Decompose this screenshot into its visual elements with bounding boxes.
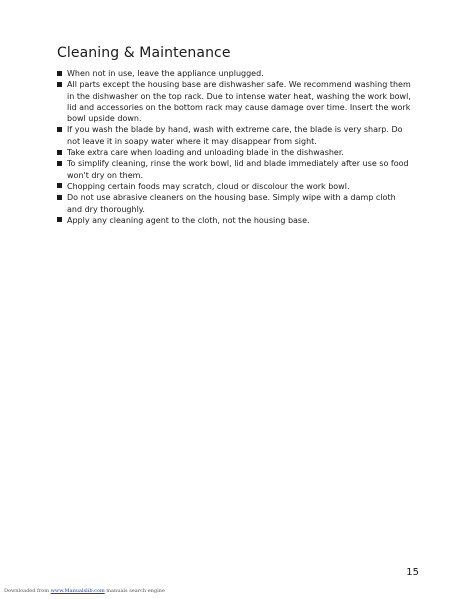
square-bullet-icon bbox=[57, 183, 62, 188]
square-bullet-icon bbox=[57, 195, 62, 200]
square-bullet-icon bbox=[57, 150, 62, 155]
square-bullet-icon bbox=[57, 161, 62, 166]
list-item bbox=[57, 215, 412, 226]
section-heading: Cleaning & Maintenance bbox=[57, 45, 231, 62]
page-number: 15 bbox=[406, 567, 419, 578]
list-item-text: If you wash the blade by hand, wash with extreme care, the blade is very sharp. Do not leave it in soapy water where it may disappear from sight. bbox=[67, 125, 403, 146]
list-item bbox=[57, 192, 412, 215]
square-bullet-icon bbox=[57, 82, 62, 87]
list-item-text: Take extra care when loading and unloading blade in the dishwasher. bbox=[67, 148, 344, 158]
list-item bbox=[57, 68, 412, 79]
list-item bbox=[57, 124, 412, 147]
list-item bbox=[57, 147, 412, 158]
footer-link[interactable]: www.Manualslib.com bbox=[50, 588, 105, 594]
list-item-text: Chopping certain foods may scratch, cloud or discolour the work bowl. bbox=[67, 181, 350, 191]
list-item-text: Apply any cleaning agent to the cloth, not the housing base. bbox=[67, 215, 310, 225]
square-bullet-icon bbox=[57, 127, 62, 132]
list-item bbox=[57, 158, 412, 181]
list-item bbox=[57, 181, 412, 192]
download-footer bbox=[4, 588, 165, 594]
square-bullet-icon bbox=[57, 71, 62, 76]
footer-prefix: Downloaded from bbox=[4, 588, 51, 594]
footer-suffix: manuals search engine bbox=[104, 588, 165, 594]
bullet-list bbox=[57, 68, 412, 226]
list-item-text: All parts except the housing base are dishwasher safe. We recommend washing them in the dishwasher on the top rack. Due to intense water heat, washing the work bowl, lid and accessories on the bottom rack may cause damage over time. Insert the work bowl upside down. bbox=[67, 80, 411, 124]
list-item-text: When not in use, leave the appliance unplugged. bbox=[67, 69, 264, 78]
list-item-text: Do not use abrasive cleaners on the housing base. Simply wipe with a damp cloth and dry thoroughly. bbox=[67, 193, 396, 214]
list-item-text: To simplify cleaning, rinse the work bowl, lid and blade immediately after use so food won't dry on them. bbox=[67, 159, 409, 180]
list-item bbox=[57, 79, 412, 124]
square-bullet-icon bbox=[57, 217, 62, 222]
